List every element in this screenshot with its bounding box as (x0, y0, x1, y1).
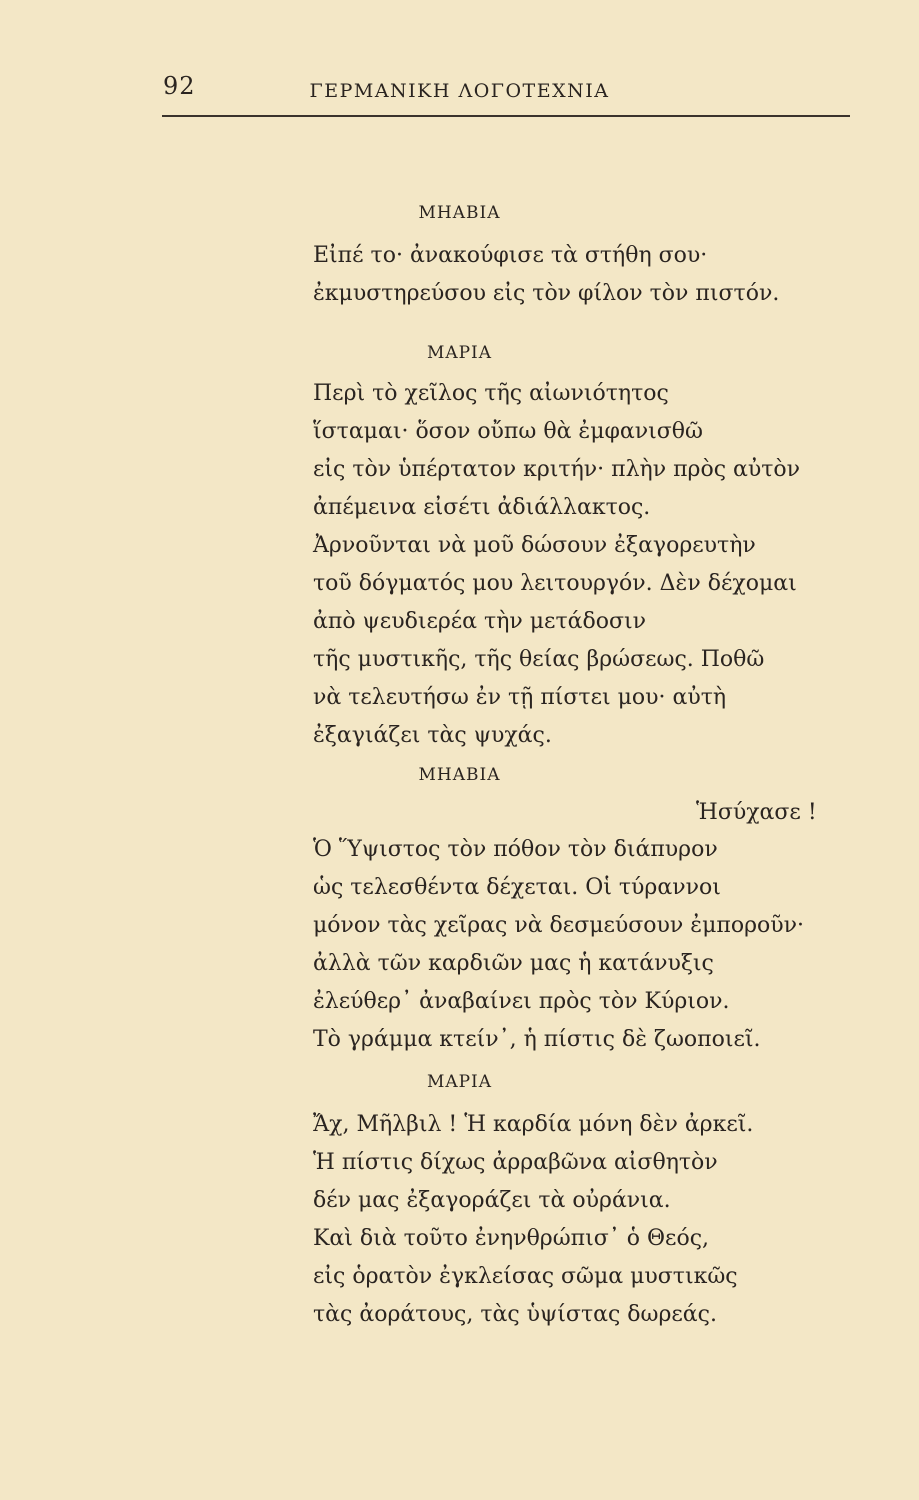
verse-line: Εἰπέ το· ἀνακούφισε τὰ στήθη σου· (313, 243, 708, 268)
verse-line: μόνον τὰς χεῖρας νὰ δεσμεύσουν ἐμποροῦν· (313, 913, 805, 938)
speaker-name: ΜΑΡΙΑ (426, 343, 493, 363)
verse-line: ἐκμυστηρεύσου εἰς τὸν φίλον τὸν πιστόν. (313, 281, 780, 306)
header-rule (162, 115, 850, 117)
running-title: ΓΕΡΜΑΝΙΚΗ ΛΟΓΟΤΕΧΝΙΑ (309, 80, 610, 102)
verse-line: δέν μας ἐξαγοράζει τὰ οὐράνια. (313, 1188, 671, 1213)
speaker-name: ΜΗΑΒΙΑ (418, 765, 501, 785)
verse-line: τὰς ἀοράτους, τὰς ὑψίστας δωρεάς. (313, 1302, 717, 1327)
verse-line: ὡς τελεσθέντα δέχεται. Οἱ τύραννοι (313, 875, 721, 900)
verse-line: τῆς μυστικῆς, τῆς θείας βρώσεως. Ποθῶ (313, 647, 765, 672)
verse-line: νὰ τελευτήσω ἐν τῇ πίστει μου· αὐτὴ (313, 685, 727, 710)
verse-line: ἀλλὰ τῶν καρδιῶν μας ἡ κατάνυξις (313, 951, 714, 976)
speaker-name: ΜΑΡΙΑ (426, 1072, 493, 1092)
verse-line: ἀπέμεινα εἰσέτι ἀδιάλλακτος. (313, 495, 651, 520)
verse-line: Τὸ γράμμα κτείν᾽, ἡ πίστις δὲ ζωοποιεῖ. (313, 1027, 761, 1052)
verse-line: εἰς ὁρατὸν ἐγκλείσας σῶμα μυστικῶς (313, 1264, 738, 1289)
speaker-name: ΜΗΑΒΙΑ (418, 203, 501, 223)
verse-line: Ἄχ, Μῆλβιλ ! Ἡ καρδία μόνη δὲν ἀρκεῖ. (313, 1112, 754, 1137)
page-number: 92 (163, 72, 196, 100)
verse-line: Ἡ πίστις δίχως ἀρραβῶνα αἰσθητὸν (313, 1150, 718, 1175)
verse-line: Περὶ τὸ χεῖλος τῆς αἰωνιότητος (313, 381, 669, 406)
verse-line: εἰς τὸν ὑπέρτατον κριτήν· πλὴν πρὸς αὐτὸν (313, 457, 801, 482)
verse-line: ἐξαγιάζει τὰς ψυχάς. (313, 723, 552, 748)
verse-line: τοῦ δόγματός μου λειτουργόν. Δὲν δέχομαι (313, 571, 797, 596)
verse-line: Καὶ διὰ τοῦτο ἐνηνθρώπισ᾽ ὁ Θεός, (313, 1226, 710, 1251)
verse-line: ἵσταμαι· ὅσον οὔπω θὰ ἐμφανισθῶ (313, 419, 703, 444)
verse-line: Ἀρνοῦνται νὰ μοῦ δώσουν ἐξαγορευτὴν (313, 533, 756, 558)
verse-line: ἀπὸ ψευδιερέα τὴν μετάδοσιν (313, 609, 646, 634)
verse-line: Ἡσύχασε ! (696, 800, 817, 825)
verse-line: Ὁ Ὕψιστος τὸν πόθον τὸν διάπυρον (313, 837, 718, 862)
verse-line: ἐλεύθερ᾽ ἀναβαίνει πρὸς τὸν Κύριον. (313, 989, 730, 1014)
